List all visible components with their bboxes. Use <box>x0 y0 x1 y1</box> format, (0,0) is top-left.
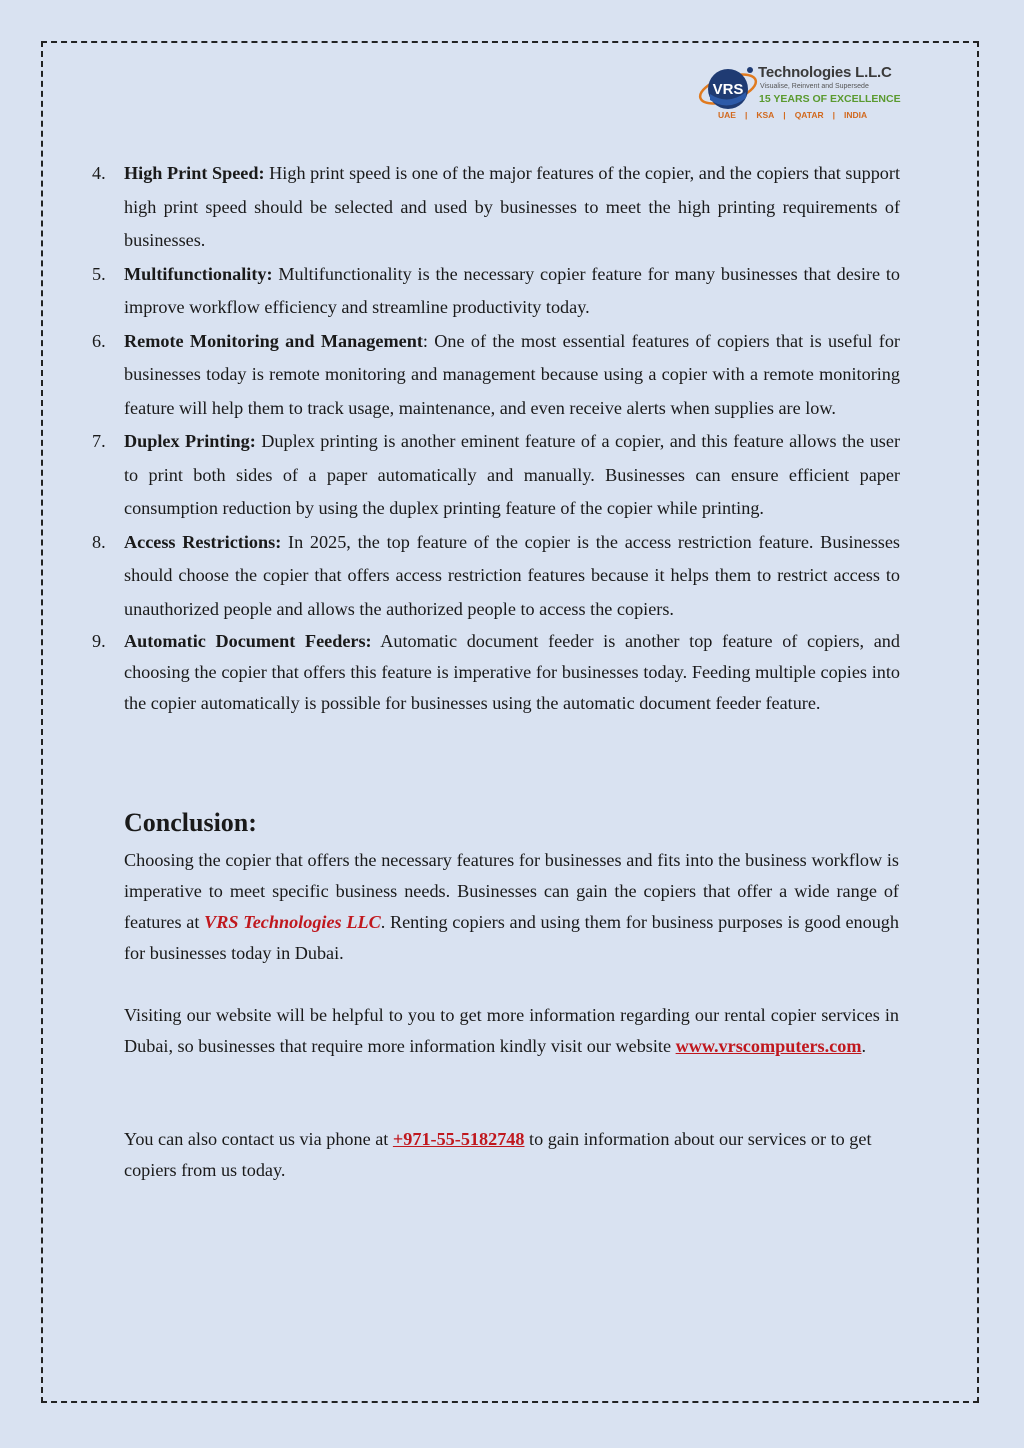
region-india: INDIA <box>844 110 868 120</box>
list-item <box>92 258 900 325</box>
list-number: 9. <box>92 631 106 651</box>
website-paragraph <box>124 1000 899 1062</box>
logo-company-name: Technologies L.L.C <box>758 64 892 81</box>
brand-name: VRS Technologies LLC <box>204 912 381 932</box>
list-item-title: Remote Monitoring and Management <box>124 330 423 351</box>
paragraph-text: . Renting copiers and using them for business purposes is good enough for businesses today in Dubai. <box>124 912 899 963</box>
list-item <box>92 526 900 627</box>
paragraph-text: . <box>861 1036 867 1056</box>
list-item-text: : One of the most essential features of copiers that is useful for businesses today is remote monitoring and management because using a copier with a remote monitoring feature will help them to track usage, maintenance, and even receive alerts when supplies are low. <box>124 330 900 418</box>
list-number: 6. <box>92 330 106 351</box>
list-item <box>92 425 900 526</box>
list-item-text: Multifunctionality is the necessary copier feature for many businesses that desire to improve workflow efficiency and streamline productivity today. <box>124 263 900 317</box>
paragraph-text: Choosing the copier that offers the necessary features for businesses and fits into the business workflow is imperative to meet specific business needs. Businesses can gain the copiers that offer a wide range of features at <box>124 850 899 932</box>
vrs-globe-icon <box>698 64 758 114</box>
list-item-title: Duplex Printing: <box>124 431 256 451</box>
feature-list <box>92 157 900 719</box>
list-item-title: Multifunctionality: <box>124 263 273 284</box>
conclusion-heading: Conclusion: <box>124 808 257 837</box>
list-item <box>92 325 900 426</box>
list-item-title: High Print Speed: <box>124 163 265 183</box>
list-number: 8. <box>92 531 106 552</box>
paragraph-text: to gain information about our services or to get copiers from us today. <box>124 1129 872 1180</box>
website-link[interactable]: www.vrscomputers.com <box>675 1036 862 1056</box>
region-qatar: QATAR <box>794 110 824 120</box>
list-item-text: In 2025, the top feature of the copier is the access restriction feature. Businesses should choose the copier that offers access restriction features because it helps them to restrict access to unauthorized people and allows the authorized people to access the copiers. <box>124 531 901 619</box>
list-item-title: Access Restrictions: <box>124 531 282 552</box>
paragraph-text: You can also contact us via phone at <box>124 1129 393 1149</box>
list-item-text: High print speed is one of the major features of the copier, and the copiers that support high print speed should be selected and used by businesses to meet the high printing requirements of businesses. <box>124 163 900 250</box>
list-number: 5. <box>92 263 106 284</box>
list-item <box>92 157 900 258</box>
list-item-text: Duplex printing is another eminent feature of a copier, and this feature allows the user to print both sides of a paper automatically and manually. Businesses can ensure efficient paper consumption reduction by using the duplex printing feature of the copier while printing. <box>124 431 901 518</box>
region-uae: UAE <box>718 110 736 120</box>
conclusion-paragraph <box>124 845 899 969</box>
contact-paragraph <box>124 1124 899 1186</box>
list-number: 7. <box>92 431 106 451</box>
logo-years-badge: 15 YEARS OF EXCELLENCE <box>759 93 901 105</box>
list-number: 4. <box>92 163 106 183</box>
paragraph-text: Visiting our website will be helpful to you to get more information regarding our rental copier services in Dubai, so businesses that require more information kindly visit our website <box>124 1005 899 1056</box>
logo-mark-text: VRS <box>712 81 744 98</box>
list-item <box>92 626 900 719</box>
list-item-title: Automatic Document Feeders: <box>124 631 372 651</box>
region-ksa: KSA <box>756 110 775 120</box>
logo-regions: UAE | KSA | QATAR | INDIA <box>718 110 868 120</box>
logo-tagline: Visualise, Reinvent and Supersede <box>760 83 869 90</box>
company-logo <box>698 62 908 126</box>
phone-link[interactable]: +971-55-5182748 <box>392 1129 525 1149</box>
list-item-text: Automatic document feeder is another top feature of copiers, and choosing the copier that offers this feature is imperative for businesses today. Feeding multiple copies into the copier automatically is possible for businesses using the automatic document feeder feature. <box>124 631 900 713</box>
